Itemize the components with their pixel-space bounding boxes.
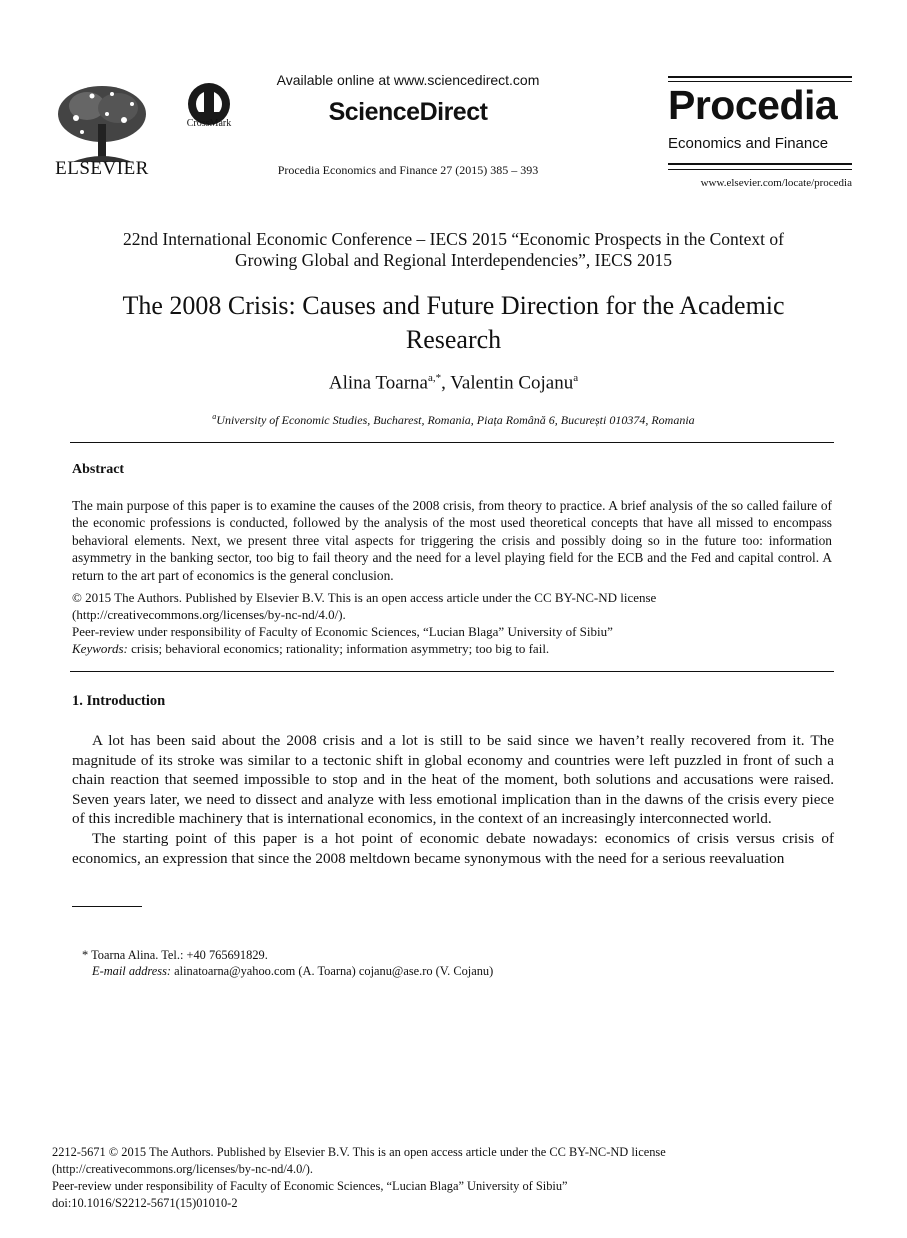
abstract-heading: Abstract (72, 462, 125, 477)
intro-paragraph-1: A lot has been said about the 2008 crisis and a lot is still to be said since we haven’t really recovered from it. The magnitude of its stroke was similar to a tectonic shift in global economy and countries were left puzzled in front of such a chain reaction that seemed impossible to stop and in the heat of the moment, both solutions and accusations were raised. Seven years later, we need to dissect and analyze with less emotional implication than in the dawns of the crisis every piece of this incredible machinery that is international economics, in the context of an increasingly interconnected world. (72, 732, 834, 828)
author-2: Valentin Cojanu (450, 372, 574, 394)
imprint-doi[interactable]: doi:10.1016/S2212-5671(15)01010-2 (52, 1196, 238, 1210)
abstract-body: The main purpose of this paper is to examine the causes of the 2008 crisis, from theory to practice. A brief analysis of the so called failure of the economic professions is conducted, followed by the analysis of the most used theoretical concepts that have all missed to encompass behavioral elements. Next, we present three vital aspects for triggering the crisis and possibly doing so in the future too: information asymmetry in the banking sector, too big to fail theory and the need for a level playing field for the ECB and the Fed and capital control. A return to the art part of economics is the general conclusion. (72, 498, 832, 583)
paper-title (60, 289, 847, 357)
procedia-bottom-rule (668, 163, 852, 165)
procedia-brand: Procedia (668, 82, 838, 128)
imprint-license-link[interactable]: (http://creativecommons.org/licenses/by-nc-nd/4.0/). (52, 1162, 313, 1176)
footnote-corresponding-author: * Toarna Alina. Tel.: +40 765691829. (82, 948, 268, 962)
introduction-body (72, 731, 834, 868)
footnote-rule (72, 906, 142, 907)
available-online-text: Available online at www.sciencedirect.com (276, 72, 540, 88)
affiliation-marker: a (212, 412, 217, 421)
author-2-marker: a (573, 372, 579, 384)
divider-bottom (70, 671, 834, 672)
license-link[interactable]: (http://creativecommons.org/licenses/by-nc-nd/4.0/). (72, 607, 346, 622)
procedia-top-rule (668, 76, 852, 78)
procedia-bottom-rule-2 (668, 169, 852, 170)
affiliation (60, 412, 847, 428)
footnote-email (92, 964, 493, 979)
section-heading-introduction: 1. Introduction (72, 693, 166, 709)
email-text[interactable]: alinatoarna@yahoo.com (A. Toarna) cojanu@ase.ro (V. Cojanu) (171, 964, 494, 978)
conference-line-1: 22nd International Economic Conference – IECS 2015 “Economic Prospects in the Context of (123, 229, 784, 249)
keywords-label: Keywords: (72, 641, 128, 656)
affiliation-text: University of Economic Studies, Bucharest, Romania, Piața Română 6, București 010374, Romania (216, 413, 695, 427)
sciencedirect-brand: ScienceDirect (328, 98, 488, 126)
imprint-line-1: 2212-5671 © 2015 The Authors. Published by Elsevier B.V. This is an open access article under the CC BY-NC-ND license (52, 1145, 666, 1159)
author-list (60, 372, 847, 394)
conference-name (60, 229, 847, 271)
crossmark-label: CrossMark (186, 118, 232, 129)
author-1: Alina Toarna (328, 372, 428, 394)
keywords-text: crisis; behavioral economics; rationality; information asymmetry; too big to fail. (127, 641, 550, 656)
elsevier-wordmark: ELSEVIER (55, 158, 149, 179)
journal-url[interactable]: www.elsevier.com/locate/procedia (700, 177, 852, 189)
procedia-subtitle: Economics and Finance (668, 135, 829, 152)
paper-title-line-1: The 2008 Crisis: Causes and Future Direction for the Academic (122, 291, 785, 320)
author-1-marker: a,* (427, 372, 442, 384)
author-separator: , (441, 372, 451, 394)
paper-title-line-2: Research (405, 325, 502, 354)
peer-review-note: Peer-review under responsibility of Faculty of Economic Sciences, “Lucian Blaga” University of Sibiu” (72, 624, 613, 639)
journal-citation: Procedia Economics and Finance 27 (2015) 385 – 393 (277, 163, 539, 177)
conference-line-2: Growing Global and Regional Interdependencies”, IECS 2015 (235, 250, 672, 270)
keywords (72, 640, 549, 657)
intro-paragraph-2: The starting point of this paper is a hot point of economic debate nowadays: economics of crisis versus crisis of economics, an expression that since the 2008 meltdown became synonymous with the need for a serious reevaluation (72, 829, 834, 867)
imprint-peer-review: Peer-review under responsibility of Faculty of Economic Sciences, “Lucian Blaga” University of Sibiu” (52, 1179, 568, 1193)
divider-top (70, 442, 834, 443)
email-label: E-mail address: (92, 964, 172, 978)
license-line-1: © 2015 The Authors. Published by Elsevier B.V. This is an open access article under the CC BY-NC-ND license (72, 590, 657, 605)
